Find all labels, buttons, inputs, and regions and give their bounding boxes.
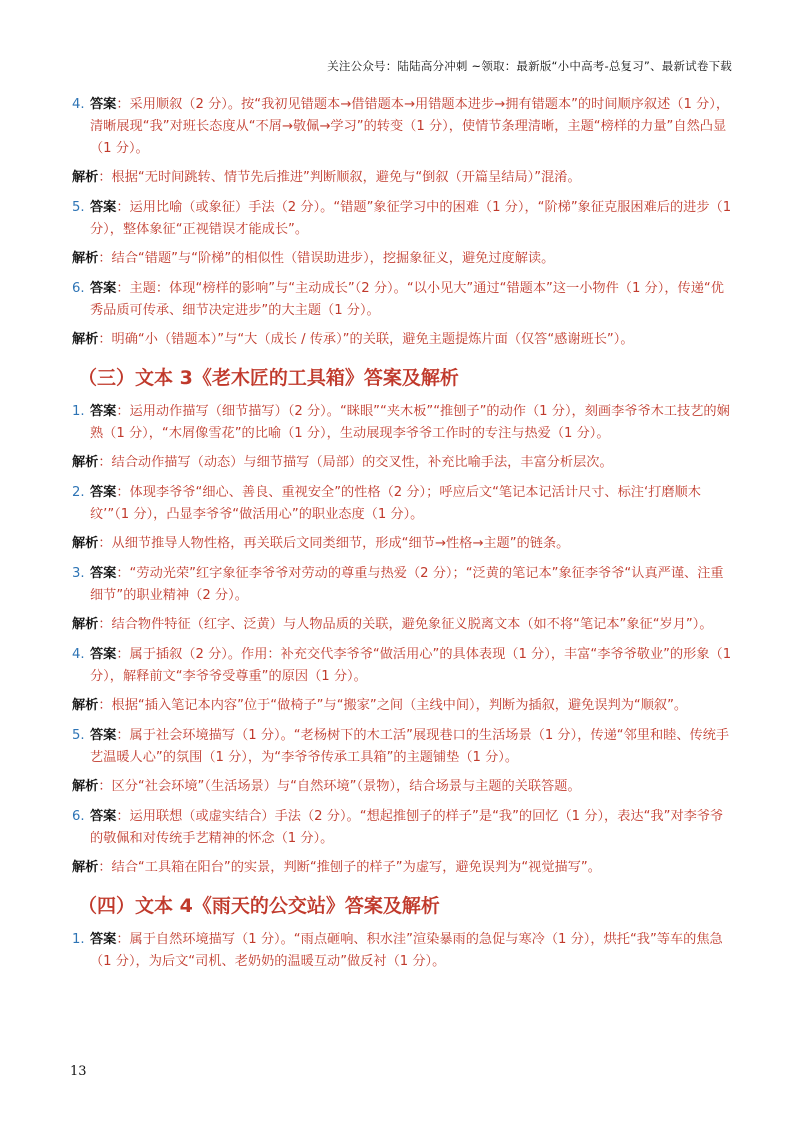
analysis-paragraph — [72, 857, 732, 879]
analysis-text: ：结合物件特征（红字、泛黄）与人物品质的关联，避免象征义脱离文本（如不将“笔记本”象征“岁月”）。 — [98, 617, 713, 632]
document-body — [72, 94, 732, 980]
answer-text: ：运用动作描写（细节描写）（2 分）。“眯眼”“夹木板”“推刨子”的动作（1 分），刻画李爷爷木工技艺的娴熟（1 分），“木屑像雪花”的比喻（1 分），生动展现李爷爷工作时的专注与热爱（1 分）。 — [90, 404, 730, 441]
analysis-label: 解析 — [72, 617, 99, 632]
answer-item — [72, 644, 732, 688]
analysis-paragraph — [72, 533, 732, 555]
analysis-paragraph — [72, 776, 732, 798]
answer-label: 答案 — [90, 97, 117, 112]
item-number: 6. — [72, 281, 85, 296]
analysis-label: 解析 — [72, 332, 99, 347]
analysis-label: 解析 — [72, 251, 99, 266]
analysis-text: ：根据“插入笔记本内容”位于“做椅子”与“搬家”之间（主线中间），判断为插叙，避免误判为“顺叙”。 — [98, 698, 688, 713]
item-number: 4. — [72, 97, 85, 112]
answer-text: ：属于插叙（2 分）。作用：补充交代李爷爷“做活用心”的具体表现（1 分），丰富“李爷爷敬业”的形象（1 分），解释前文“李爷爷受尊重”的原因（1 分）。 — [90, 647, 732, 684]
analysis-text: ：区分“社会环境”（生活场景）与“自然环境”（景物），结合场景与主题的关联答题。 — [98, 779, 581, 794]
answer-label: 答案 — [90, 566, 117, 581]
section-heading: （四）文本 4《雨天的公交站》答案及解析 — [78, 895, 440, 917]
analysis-label: 解析 — [72, 455, 99, 470]
answer-text: ：采用顺叙（2 分）。按“我初见错题本→借错题本→用错题本进步→拥有错题本”的时间顺序叙述（1 分），清晰展现“我”对班长态度从“不屑→敬佩→学习”的转变（1 分），使情节条理清晰，主题“榜样的力量”自然凸显（1 分）。 — [90, 97, 730, 156]
analysis-paragraph — [72, 329, 732, 351]
answer-item — [72, 929, 732, 973]
item-number: 4. — [72, 647, 85, 662]
analysis-text: ：结合“工具箱在阳台”的实景，判断“推刨子的样子”为虚写，避免误判为“视觉描写”。 — [98, 860, 601, 875]
analysis-paragraph — [72, 695, 732, 717]
analysis-label: 解析 — [72, 860, 99, 875]
analysis-paragraph — [72, 452, 732, 474]
answer-item — [72, 197, 732, 241]
analysis-label: 解析 — [72, 170, 99, 185]
answer-item — [72, 482, 732, 526]
answer-text: ：主题：体现“榜样的影响”与“主动成长”（2 分）。“以小见大”通过“错题本”这一小物件（1 分），传递“优秀品质可传承、细节决定进步”的大主题（1 分）。 — [90, 281, 724, 318]
answer-text: ：“劳动光荣”红字象征李爷爷对劳动的尊重与热爱（2 分）；“泛黄的笔记本”象征李爷爷“认真严谨、注重细节”的职业精神（2 分）。 — [90, 566, 724, 603]
item-number: 6. — [72, 809, 85, 824]
item-number: 5. — [72, 200, 85, 215]
answer-label: 答案 — [90, 404, 117, 419]
analysis-label: 解析 — [72, 536, 99, 551]
answer-label: 答案 — [90, 932, 117, 947]
analysis-text: ：结合“错题”与“阶梯”的相似性（错误助进步），挖掘象征义，避免过度解读。 — [98, 251, 555, 266]
answer-item — [72, 806, 732, 850]
item-number: 2. — [72, 485, 85, 500]
item-number: 3. — [72, 566, 85, 581]
analysis-paragraph — [72, 614, 732, 636]
answer-text: ：运用比喻（或象征）手法（2 分）。“错题”象征学习中的困难（1 分），“阶梯”象征克服困难后的进步（1 分），整体象征“正视错误才能成长”。 — [90, 200, 732, 237]
answer-item — [72, 94, 732, 160]
answer-item — [72, 563, 732, 607]
item-number: 1. — [72, 404, 85, 419]
analysis-paragraph — [72, 248, 732, 270]
section-heading: （三）文本 3《老木匠的工具箱》答案及解析 — [78, 367, 459, 389]
analysis-text: ：根据“无时间跳转、情节先后推进”判断顺叙，避免与“倒叙（开篇呈结局）”混淆。 — [98, 170, 581, 185]
analysis-text: ：结合动作描写（动态）与细节描写（局部）的交叉性，补充比喻手法，丰富分析层次。 — [98, 455, 613, 470]
analysis-label: 解析 — [72, 698, 99, 713]
analysis-text: ：从细节推导人物性格，再关联后文同类细节，形成“细节→性格→主题”的链条。 — [98, 536, 570, 551]
answer-label: 答案 — [90, 728, 117, 743]
analysis-paragraph — [72, 167, 732, 189]
answer-label: 答案 — [90, 809, 117, 824]
answer-item — [72, 401, 732, 445]
answer-text: ：属于自然环境描写（1 分）。“雨点砸响、积水洼”渲染暴雨的急促与寒冷（1 分），烘托“我”等车的焦急（1 分），为后文“司机、老奶奶的温暖互动”做反衬（1 分）。 — [90, 932, 723, 969]
answer-item — [72, 725, 732, 769]
analysis-text: ：明确“小（错题本）”与“大（成长 / 传承）”的关联，避免主题提炼片面（仅答“感谢班长”）。 — [98, 332, 634, 347]
answer-item — [72, 278, 732, 322]
answer-text: ：运用联想（或虚实结合）手法（2 分）。“想起推刨子的样子”是“我”的回忆（1 分），表达“我”对李爷爷的敬佩和对传统手艺精神的怀念（1 分）。 — [90, 809, 724, 846]
item-number: 5. — [72, 728, 85, 743]
answer-label: 答案 — [90, 647, 117, 662]
item-number: 1. — [72, 932, 85, 947]
page-header: 关注公众号：陆陆高分冲刺 ~领取：最新版“小中高考-总复习”、最新试卷下载 — [327, 59, 732, 73]
answer-text: ：体现李爷爷“细心、善良、重视安全”的性格（2 分）；呼应后文“笔记本记活计尺寸、标注‘打磨顺木纹’”（1 分），凸显李爷爷“做活用心”的职业态度（1 分）。 — [90, 485, 701, 522]
analysis-label: 解析 — [72, 779, 99, 794]
answer-label: 答案 — [90, 281, 117, 296]
answer-label: 答案 — [90, 200, 117, 215]
page-number: 13 — [70, 1064, 87, 1079]
answer-text: ：属于社会环境描写（1 分）。“老杨树下的木工活”展现巷口的生活场景（1 分），传递“邻里和睦、传统手艺温暖人心”的氛围（1 分），为“李爷爷传承工具箱”的主题铺垫（1 分）。 — [90, 728, 730, 765]
answer-label: 答案 — [90, 485, 117, 500]
